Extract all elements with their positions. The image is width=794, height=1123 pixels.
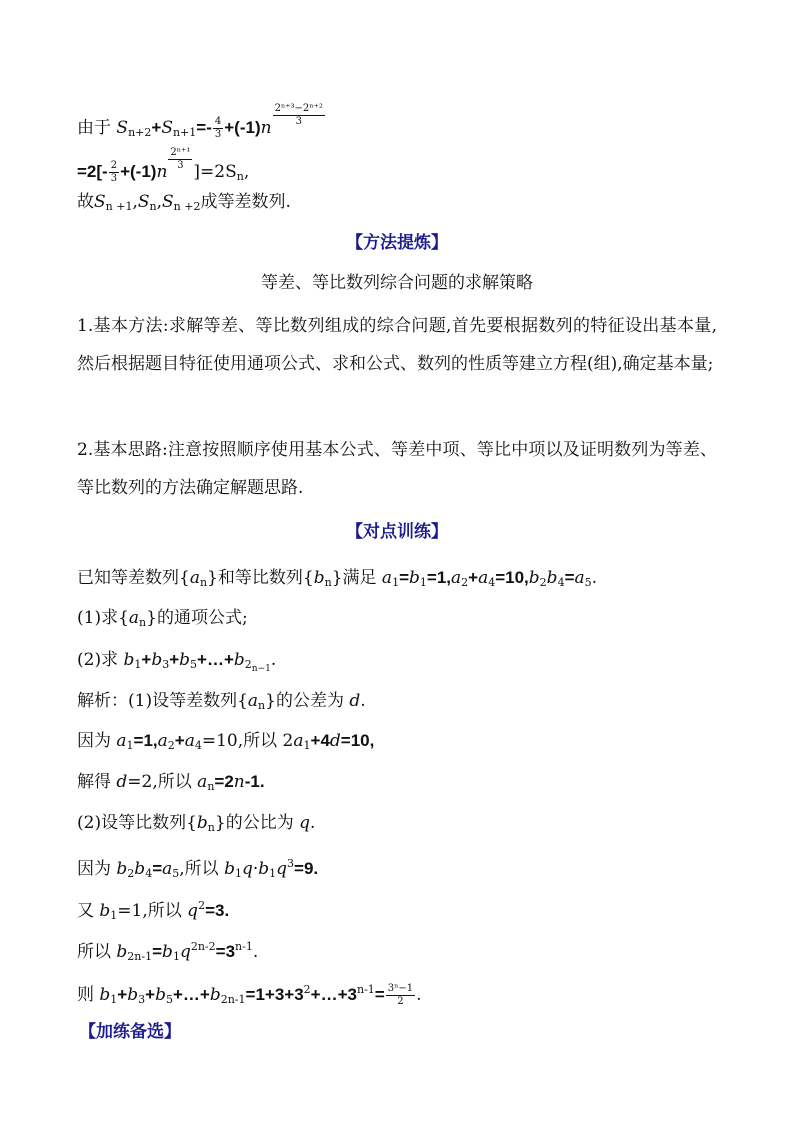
text: 成等差数列. <box>200 192 291 212</box>
subscript: n+1 <box>172 126 197 139</box>
solution-line-7 <box>77 935 258 969</box>
text: =2 <box>214 772 234 791</box>
subscript: 5 <box>190 658 198 671</box>
subscript: 2 <box>167 739 175 752</box>
section-title-extra: 【加练备选】 <box>79 1022 181 1042</box>
text: 解得 <box>77 772 117 792</box>
subscript-part: 2 <box>244 658 252 671</box>
subscript: 5 <box>165 993 173 1006</box>
subscript: 2n-1 <box>127 950 153 963</box>
text: =3. <box>205 901 230 920</box>
subscript: 4 <box>488 576 496 589</box>
text: =1+3+3 <box>245 985 304 1004</box>
var: d <box>349 691 361 711</box>
var: b <box>155 985 166 1005</box>
subscript: n <box>149 200 157 213</box>
var: n <box>260 118 272 138</box>
text: 则 <box>77 985 100 1005</box>
var: b <box>99 985 111 1005</box>
text: + <box>174 731 185 750</box>
var: b <box>127 985 139 1005</box>
var: a <box>478 568 489 588</box>
exponent-fraction <box>273 103 325 128</box>
subscript: 1 <box>269 867 277 880</box>
superscript: 2 <box>198 899 206 912</box>
var: S <box>94 192 106 212</box>
denominator: 3 <box>214 129 222 140</box>
var: a <box>162 859 173 879</box>
superscript: 3 <box>287 857 295 870</box>
fraction <box>109 160 119 185</box>
var: a <box>157 731 168 751</box>
paragraph-1: 1.基本方法:求解等差、等比数列组成的综合问题,首先要根据数列的特征设出基本量,然后根据题目特征使用通项公式、求和公式、数列的性质等建立方程(组),确定基本量; <box>77 316 717 374</box>
solution-line-3 <box>77 770 265 799</box>
text: + <box>117 985 128 1004</box>
var: a <box>574 568 585 588</box>
text: . <box>591 568 598 588</box>
text: = <box>374 985 385 1004</box>
text: =1, <box>426 568 451 587</box>
paragraph-2: 2.基本思路:注意按照顺序使用基本公式、等差中项、等比中项以及证明数列为等差、等比数列的方法确定解题思路. <box>77 440 717 498</box>
var: q <box>276 859 288 879</box>
text: 因为 <box>77 731 117 751</box>
subscript: 3 <box>138 993 146 1006</box>
text: =10, <box>495 568 529 587</box>
subscript: 1 <box>126 739 134 752</box>
text: =3 <box>215 942 236 961</box>
text: }的通项公式; <box>146 608 248 628</box>
subscript: 4 <box>194 739 202 752</box>
subscript: 1 <box>234 867 242 880</box>
fraction <box>386 983 415 1008</box>
numerator: 4 <box>214 116 222 127</box>
var: q <box>187 901 199 921</box>
text: +4 <box>310 731 330 750</box>
subscript: n+2 <box>128 126 152 139</box>
subscript-part: n−1 <box>251 664 271 674</box>
var: d <box>116 772 128 792</box>
text: . <box>360 691 366 711</box>
var: a <box>116 731 127 751</box>
text: . <box>416 985 422 1005</box>
text: , <box>156 192 163 212</box>
denominator: 3 <box>110 173 118 184</box>
solution-line-1 <box>77 689 366 718</box>
text: =2[- <box>77 162 108 181</box>
text: (2)设等比数列{ <box>77 813 197 833</box>
operator: =- <box>196 118 212 137</box>
var: a <box>189 568 200 588</box>
var: d <box>329 731 341 751</box>
var: S <box>137 192 150 212</box>
text: = <box>152 942 163 961</box>
section-title-training: 【对点训练】 <box>346 522 448 542</box>
subscript: 1 <box>134 658 142 671</box>
var: b <box>162 942 173 962</box>
text: = <box>564 568 575 587</box>
solution-line-2 <box>77 729 374 758</box>
text: · <box>252 859 259 879</box>
subscript: n +1 <box>105 200 133 213</box>
denominator: 3 <box>295 116 302 127</box>
text: =2,所以 <box>127 772 198 792</box>
subscript: 4 <box>557 576 565 589</box>
text: ]=2S <box>193 162 237 182</box>
text: , <box>132 192 138 212</box>
var: q <box>179 942 191 962</box>
text: 由于 <box>77 118 117 138</box>
denominator: 3 <box>177 160 184 171</box>
equation-line-1 <box>77 103 326 145</box>
text: 故 <box>77 192 94 212</box>
equation-line-2 <box>77 147 249 189</box>
text: 又 <box>77 901 100 921</box>
text: . <box>270 650 277 670</box>
subscript: 3 <box>162 658 170 671</box>
text: (2)求 <box>77 650 124 670</box>
var: n <box>156 162 168 182</box>
var: b <box>258 859 270 879</box>
solution-line-4 <box>77 811 315 840</box>
var: b <box>209 985 221 1005</box>
text: + <box>468 568 479 587</box>
var: a <box>184 731 195 751</box>
var: a <box>293 731 304 751</box>
numerator: 2ⁿ⁺¹ <box>170 147 191 158</box>
text: (1)求{ <box>77 608 129 628</box>
subscript <box>244 658 271 674</box>
subscript: 2 <box>127 867 135 880</box>
text: + <box>169 650 180 669</box>
subscript: n <box>258 699 266 712</box>
text: +(-1) <box>120 162 157 181</box>
var: b <box>116 942 128 962</box>
numerator: 3ⁿ−1 <box>387 983 414 994</box>
exponent-fraction <box>168 147 192 172</box>
var: b <box>546 568 558 588</box>
section-title-method: 【方法提炼】 <box>346 233 448 253</box>
subscript: n <box>139 616 147 629</box>
text: 因为 <box>77 859 117 879</box>
subscript: 1 <box>172 950 180 963</box>
var: b <box>116 859 128 879</box>
var: S <box>161 118 173 138</box>
subscript: n <box>236 170 244 183</box>
var: a <box>247 691 259 711</box>
text: +…+3 <box>310 985 357 1004</box>
var: b <box>196 813 208 833</box>
subscript: 2n-1 <box>220 993 246 1006</box>
var: n <box>233 772 245 792</box>
numerator: 2ⁿ⁺³−2ⁿ⁺² <box>274 103 323 114</box>
subscript: 5 <box>172 867 180 880</box>
solution-line-5 <box>77 852 318 886</box>
text: ,所以 <box>179 859 225 879</box>
var: q <box>299 813 311 833</box>
text: }和等比数列{ <box>207 568 314 588</box>
var: b <box>224 859 235 879</box>
text: , <box>243 162 250 182</box>
solution-line-6 <box>77 894 229 928</box>
text: + <box>145 985 156 1004</box>
var: b <box>528 568 540 588</box>
denominator: 2 <box>397 996 404 1007</box>
subscript: 1 <box>303 739 311 752</box>
question-intro <box>77 566 597 595</box>
superscript: 2n-2 <box>190 940 216 953</box>
text: . <box>252 942 259 962</box>
superscript: 2 <box>303 983 311 996</box>
text: -1. <box>244 772 265 791</box>
subscript: 5 <box>584 576 592 589</box>
subscript: n <box>207 821 215 834</box>
var: a <box>451 568 462 588</box>
var: a <box>381 568 393 588</box>
var: b <box>409 568 420 588</box>
var: b <box>233 650 245 670</box>
text: =9. <box>294 859 319 878</box>
var: b <box>123 650 135 670</box>
text: 所以 <box>77 942 117 962</box>
text: = <box>152 859 163 878</box>
text: =1, <box>133 731 158 750</box>
numerator: 2 <box>110 160 118 171</box>
var: q <box>241 859 253 879</box>
operator: + <box>151 118 162 137</box>
subscript: 1 <box>110 909 118 922</box>
var: b <box>99 901 111 921</box>
subscript: 2 <box>539 576 547 589</box>
var: b <box>179 650 191 670</box>
text: =10,所以 2 <box>201 731 294 751</box>
superscript: n-1 <box>356 983 375 996</box>
var: a <box>197 772 208 792</box>
fraction <box>213 116 223 141</box>
subscript: 1 <box>110 993 118 1006</box>
subscript: n <box>207 780 215 793</box>
text: 已知等差数列{ <box>77 568 190 588</box>
subscript: n +2 <box>173 200 201 213</box>
text: =10, <box>340 731 375 750</box>
var: b <box>151 650 163 670</box>
text: +(-1) <box>224 118 261 137</box>
text: }满足 <box>331 568 382 588</box>
solution-line-8 <box>77 978 422 1012</box>
text: = <box>399 568 409 587</box>
subscript: 1 <box>419 576 427 589</box>
text: }的公比为 <box>214 813 300 833</box>
subscript: 4 <box>145 867 153 880</box>
var: S <box>116 118 129 138</box>
text: =1,所以 <box>117 901 188 921</box>
subscript: 1 <box>392 576 400 589</box>
text: + <box>141 650 152 669</box>
question-2 <box>77 648 276 681</box>
equation-line-3 <box>77 190 291 219</box>
text: }的公差为 <box>265 691 350 711</box>
subscript: 2 <box>461 576 469 589</box>
section-subtitle: 等差、等比数列综合问题的求解策略 <box>261 273 533 293</box>
text: . <box>310 813 316 833</box>
superscript: n-1 <box>235 940 253 953</box>
subscript: n <box>324 576 332 589</box>
var: b <box>134 859 146 879</box>
text: 解析：(1)设等差数列{ <box>77 691 248 711</box>
var: S <box>162 192 174 212</box>
var: a <box>128 608 140 628</box>
var: b <box>313 568 325 588</box>
text: +…+ <box>197 650 234 669</box>
subscript: n <box>199 576 208 589</box>
text: +…+ <box>172 985 210 1004</box>
question-1 <box>77 606 248 635</box>
